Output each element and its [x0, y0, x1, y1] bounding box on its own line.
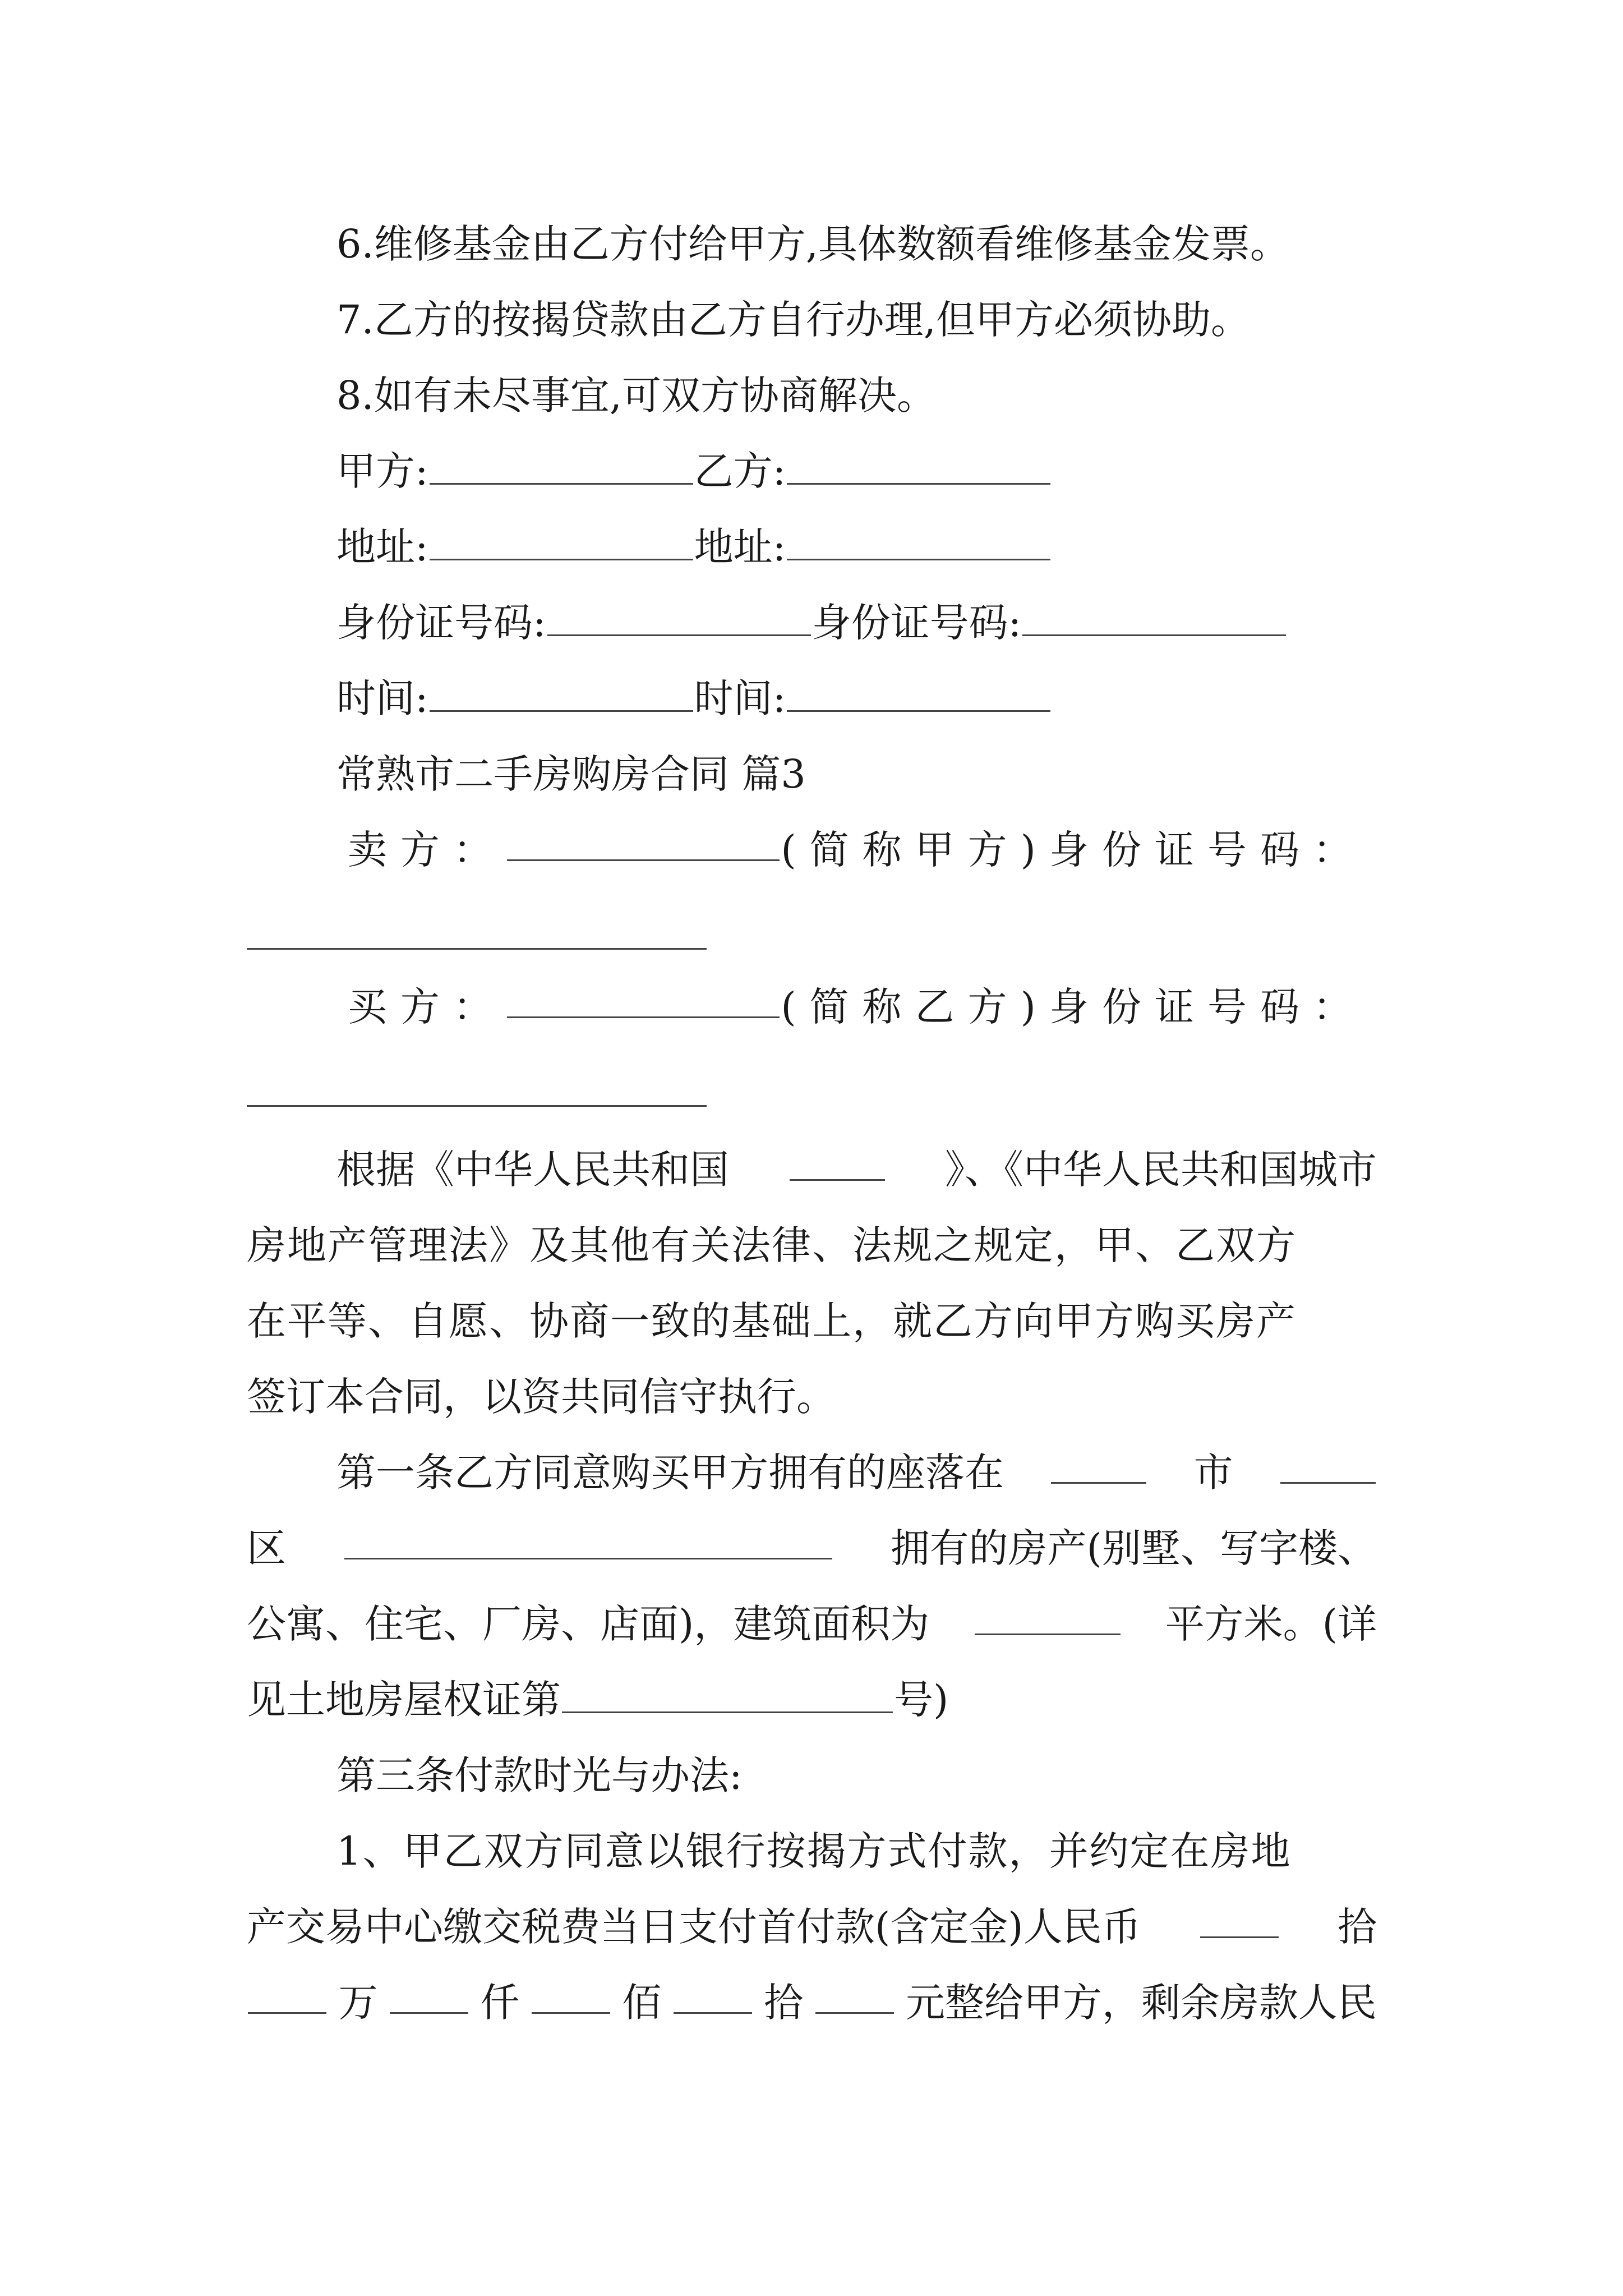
down-payment-text: 产交易中心缴交税费当日支付首付款(含定金)人民币 — [247, 1904, 1141, 1950]
article3-line-2 — [247, 1902, 1377, 1952]
term-7: 7.乙方的按揭贷款由乙方自行办理,但甲方必须协助。 — [336, 297, 1251, 343]
buyer-id-label: 身份证号码： — [1049, 984, 1366, 1030]
buyer-label: 买方： — [348, 984, 506, 1030]
party-a-label: 甲方: — [336, 448, 428, 494]
buyer-id-blank[interactable] — [247, 1105, 707, 1107]
article3-line-1: 1、甲乙双方同意以银行按揭方式付款，并约定在房地 — [336, 1828, 1292, 1874]
district-prefix-blank[interactable] — [1280, 1447, 1376, 1484]
unit-bai: 佰 — [622, 1980, 662, 2026]
seller-line — [348, 825, 1366, 875]
seller-name-blank[interactable] — [507, 825, 780, 861]
party-b-label: 乙方: — [694, 448, 786, 494]
seller-id-label: 身份证号码： — [1049, 827, 1366, 873]
seller-label: 卖方： — [348, 827, 506, 873]
time-b-blank[interactable] — [787, 675, 1050, 712]
city-blank[interactable] — [1051, 1447, 1146, 1484]
id-b-blank[interactable] — [1022, 600, 1286, 636]
unit-shi-1: 拾 — [1338, 1904, 1377, 1950]
address-a-label: 地址: — [336, 524, 428, 570]
article1-line-2 — [247, 1523, 1377, 1573]
preamble-line-2: 房地产管理法》及其他有关法律、法规之规定，甲、乙双方 — [247, 1222, 1297, 1268]
term-6: 6.维修基金由乙方付给甲方,具体数额看维修基金发票。 — [336, 221, 1290, 267]
party-b-blank[interactable] — [787, 448, 1050, 485]
address-a-blank[interactable] — [430, 524, 693, 560]
certificate-label: 见土地房屋权证第 — [247, 1677, 561, 1723]
buyer-line — [348, 982, 1366, 1032]
amount-blank-5[interactable] — [674, 1977, 752, 2014]
time-b-label: 时间: — [694, 675, 786, 721]
article3-heading: 第三条付款时光与办法: — [336, 1752, 743, 1798]
signature-row-address — [336, 522, 1052, 572]
signature-row-time — [336, 673, 1052, 724]
property-types-b: 公寓、住宅、厂房、店面)，建筑面积为 — [247, 1601, 930, 1647]
buyer-abbrev: (简称乙方) — [781, 984, 1049, 1030]
amount-blank-1[interactable] — [1200, 1902, 1279, 1938]
unit-shi-2: 拾 — [764, 1980, 804, 2026]
signature-row-party — [336, 446, 1052, 496]
preamble-text-a: 根据《中华人民共和国 — [336, 1147, 729, 1193]
section-heading: 常熟市二手房购房合同 篇3 — [336, 751, 806, 797]
certificate-suffix: 号) — [894, 1677, 949, 1723]
amount-blank-3[interactable] — [390, 1977, 468, 2014]
id-b-label: 身份证号码: — [811, 600, 1022, 646]
district-label: 区 — [247, 1525, 286, 1571]
term-8: 8.如有未尽事宜,可双方协商解决。 — [336, 372, 937, 418]
time-a-blank[interactable] — [430, 675, 693, 712]
article1-line-4 — [247, 1674, 948, 1725]
address-b-label: 地址: — [694, 524, 786, 570]
id-a-label: 身份证号码: — [336, 600, 546, 646]
unit-qian: 仟 — [480, 1980, 520, 2026]
amount-blank-2[interactable] — [248, 1977, 326, 2014]
preamble-line-1 — [336, 1144, 1377, 1195]
preamble-line-4: 签订本合同，以资共同信守执行。 — [247, 1374, 836, 1420]
time-a-label: 时间: — [336, 675, 428, 721]
property-types-a: 拥有的房产(别墅、写字楼、 — [890, 1525, 1377, 1571]
address-b-blank[interactable] — [787, 524, 1050, 560]
area-unit: 平方米。(详 — [1165, 1601, 1377, 1647]
seller-abbrev: (简称甲方) — [781, 827, 1049, 873]
law-name-blank[interactable] — [790, 1144, 885, 1181]
preamble-text-b: 》、《中华人民共和国城市 — [945, 1147, 1377, 1193]
certificate-number-blank[interactable] — [562, 1677, 893, 1713]
location-blank[interactable] — [344, 1523, 832, 1559]
seller-id-blank[interactable] — [247, 948, 707, 950]
article1-line-1 — [336, 1447, 1377, 1498]
remaining-text: 元整给甲方，剩余房款人民 — [905, 1980, 1377, 2026]
article1-text-b: 市 — [1193, 1450, 1233, 1496]
party-a-blank[interactable] — [430, 448, 693, 485]
preamble-line-3: 在平等、自愿、协商一致的基础上，就乙方向甲方购买房产 — [247, 1298, 1297, 1344]
area-blank[interactable] — [975, 1599, 1121, 1635]
article1-text-a: 第一条乙方同意购买甲方拥有的座落在 — [336, 1450, 1004, 1496]
amount-blank-6[interactable] — [815, 1977, 894, 2014]
article3-line-3 — [247, 1977, 1377, 2028]
id-a-blank[interactable] — [547, 600, 811, 636]
unit-wan: 万 — [338, 1980, 378, 2026]
article1-line-3 — [247, 1599, 1377, 1649]
amount-blank-4[interactable] — [532, 1977, 610, 2014]
signature-row-id — [336, 597, 1287, 648]
buyer-name-blank[interactable] — [507, 982, 780, 1018]
